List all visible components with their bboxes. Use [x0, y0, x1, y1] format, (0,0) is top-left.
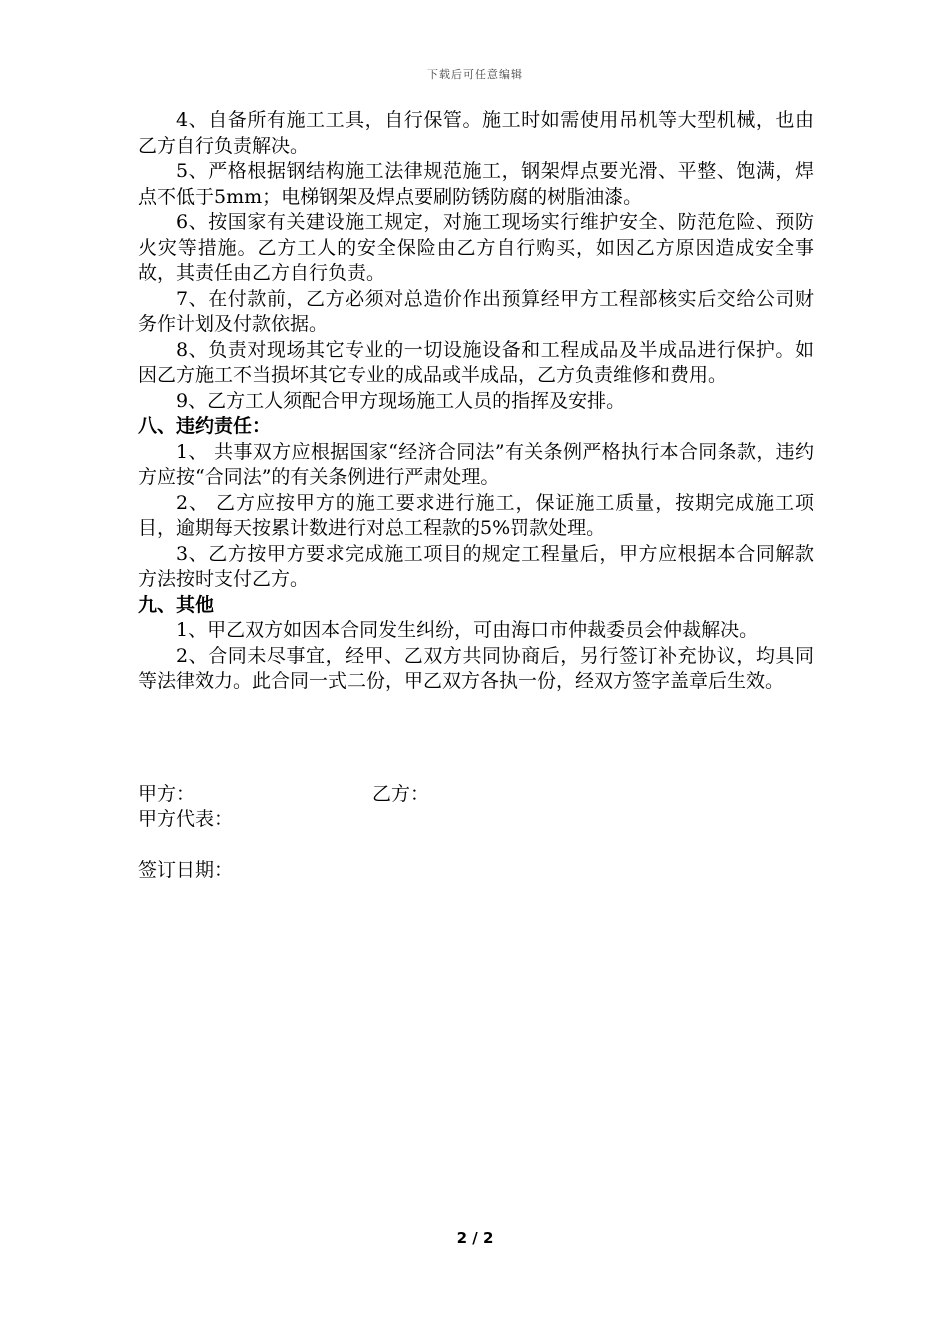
sign-date-label: 签订日期： [138, 859, 234, 881]
clause-8-1: 1、 共事双方应根据国家“经济合同法”有关条例严格执行本合同条款，违约方应按“合同法”的有关条例进行严肃处理。 [138, 440, 814, 488]
header-note: 下载后可任意编辑 [427, 68, 523, 81]
clause-9-1: 1、甲乙双方如因本合同发生纠纷，可由海口市仲裁委员会仲裁解决。 [176, 619, 759, 641]
clause-7-7: 7、在付款前，乙方必须对总造价作出预算经甲方工程部核实后交给公司财务作计划及付款依据。 [138, 287, 814, 335]
party-b-label: 乙方： [372, 783, 430, 805]
page-number: 2 / 2 [456, 1229, 494, 1247]
clause-7-6: 6、按国家有关建设施工规定，对施工现场实行维护安全、防范危险、预防火灾等措施。乙方工人的安全保险由乙方自行购买，如因乙方原因造成安全事故，其责任由乙方自行负责。 [138, 211, 814, 284]
section-8-heading: 八、违约责任： [138, 415, 272, 437]
clause-8-3: 3、乙方按甲方要求完成施工项目的规定工程量后，甲方应根据本合同解款方法按时支付乙方。 [138, 542, 814, 590]
clause-7-8: 8、负责对现场其它专业的一切设施设备和工程成品及半成品进行保护。如因乙方施工不当损坏其它专业的成品或半成品，乙方负责维修和费用。 [138, 338, 814, 386]
document-body [138, 108, 814, 695]
party-a-label: 甲方： [138, 783, 196, 805]
section-9-heading: 九、其他 [138, 593, 215, 616]
clause-7-5: 5、严格根据钢结构施工法律规范施工，钢架焊点要光滑、平整、饱满，焊点不低于5mm；电梯钢架及焊点要刷防锈防腐的树脂油漆。 [138, 160, 814, 208]
clause-7-4: 4、自备所有施工工具，自行保管。施工时如需使用吊机等大型机械，也由乙方自行负责解决。 [138, 109, 814, 157]
clause-7-9: 9、乙方工人须配合甲方现场施工人员的指挥及安排。 [176, 389, 626, 412]
party-a-representative-label: 甲方代表： [138, 808, 234, 830]
clause-8-2: 2、 乙方应按甲方的施工要求进行施工，保证施工质量，按期完成施工项目，逾期每天按累计数进行对总工程款的5%罚款处理。 [138, 491, 814, 539]
clause-9-2: 2、合同未尽事宜，经甲、乙双方共同协商后，另行签订补充协议，均具同等法律效力。此合同一式二份，甲乙双方各执一份，经双方签字盖章后生效。 [138, 644, 814, 692]
